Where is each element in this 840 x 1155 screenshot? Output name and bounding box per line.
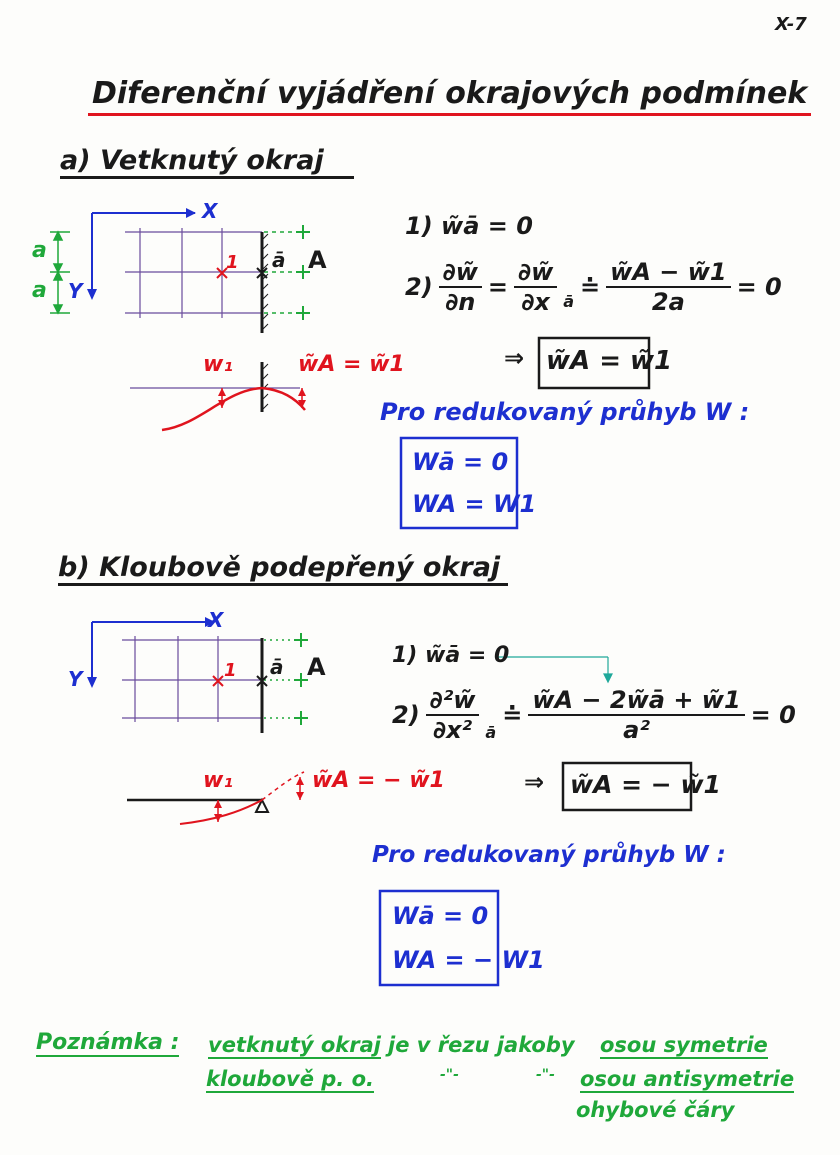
eq2-b-rhs-num: w̃A − 2w̃ā + w̃1 [528,686,744,716]
section-a-heading: a) Vetknutý okraj [60,145,354,179]
page-id: X-7 [775,14,807,35]
node-1-label-b: 1 [224,660,237,681]
eq2-a-mid-num: ∂w̃ [514,258,557,288]
eq2-a-lhs-num: ∂w̃ [439,258,482,288]
eq2-a-lhs-den: ∂n [445,288,476,316]
note-line1-b: je v řezu jakoby [388,1033,575,1057]
eq2-b-rhs [528,686,744,744]
reduced-line1-b: Wā = 0 [392,902,489,930]
reduced-label-a: Pro redukovaný průhyb W : [380,398,750,426]
eq2-a-approx: ≐ [580,273,601,301]
node-abar-label-a: ā [272,248,286,272]
note-line2-a: kloubově p. o. [206,1067,374,1091]
dimension-label-1: a [32,238,47,263]
result-b: w̃A = − w̃1 [570,770,721,799]
connector-arrow-b [497,657,612,682]
node-abar-label-b: ā [270,655,284,679]
eq2-b-prefix: 2) [392,701,420,729]
eq2-b-approx: ≐ [502,701,523,729]
axis-x-label-b: X [208,608,224,632]
axis-y-label-a: Y [68,279,83,303]
eq2-b-rhs-den: a² [623,716,650,744]
node-A-label-a: A [308,246,327,274]
eq2-b-tail: = 0 [750,701,796,729]
reduced-line1-a: Wā = 0 [412,448,509,476]
result-a: w̃A = w̃1 [546,346,673,376]
virtual-nodes-b [264,633,308,725]
deflection-wA-label-b: w̃A = − w̃1 [312,768,445,793]
eq2-a-mid-sub: ā [563,291,575,311]
axis-y-label-b: Y [68,667,83,691]
eq2-b-lhs-den: ∂x² [433,716,473,744]
note-label: Poznámka : [36,1030,180,1055]
eq1-a: 1) w̃ā = 0 [405,212,533,240]
node-marks-b [213,676,267,686]
reduced-line2-a: WA = W1 [412,490,537,518]
page-title: Diferenční vyjádření okrajových podmínek [88,76,811,116]
eq2-a-mid-den: ∂x [521,288,550,316]
eq2-b-lhs [426,686,480,744]
note-line1-a: vetknutý okraj [208,1033,381,1057]
eq2-a-tail: = 0 [736,273,782,301]
eq1-b: 1) w̃ā = 0 [392,643,510,668]
grid-b [122,636,262,722]
eq2-b [392,686,796,744]
reduced-line2-b: WA = − W1 [392,946,545,974]
note-line3: ohybové čáry [576,1098,735,1122]
node-1-label-a: 1 [226,252,239,273]
note-line1-c: osou symetrie [600,1033,768,1057]
eq2-a-prefix: 2) [405,273,433,301]
reduced-label-b: Pro redukovaný průhyb W : [372,842,726,868]
section-b-heading: b) Kloubově podepřený okraj [58,552,508,586]
implies-arrow-b: ⇒ [524,768,545,796]
axis-arrows-b [87,617,215,688]
eq2-a-rhs-den: 2a [651,288,685,316]
node-A-label-b: A [307,653,326,681]
axis-x-label-a: X [202,199,218,223]
deflection-w1-label-b: w₁ [203,768,233,793]
deflection-w1-label-a: w₁ [203,352,233,377]
note-ditto-2: -"- [536,1067,555,1083]
dimension-label-2: a [32,278,47,303]
note-line2-c: osou antisymetrie [580,1067,795,1091]
eq2-a-eq: = [487,273,509,301]
eq2-b-lhs-sub: ā [485,722,497,742]
deflection-wA-label-a: w̃A = w̃1 [298,352,405,377]
implies-arrow-a: ⇒ [504,344,525,372]
eq2-b-lhs-num: ∂²w̃ [426,686,480,716]
note-ditto-1: -"- [440,1067,459,1083]
eq2-a-rhs-num: w̃A − w̃1 [606,258,730,288]
